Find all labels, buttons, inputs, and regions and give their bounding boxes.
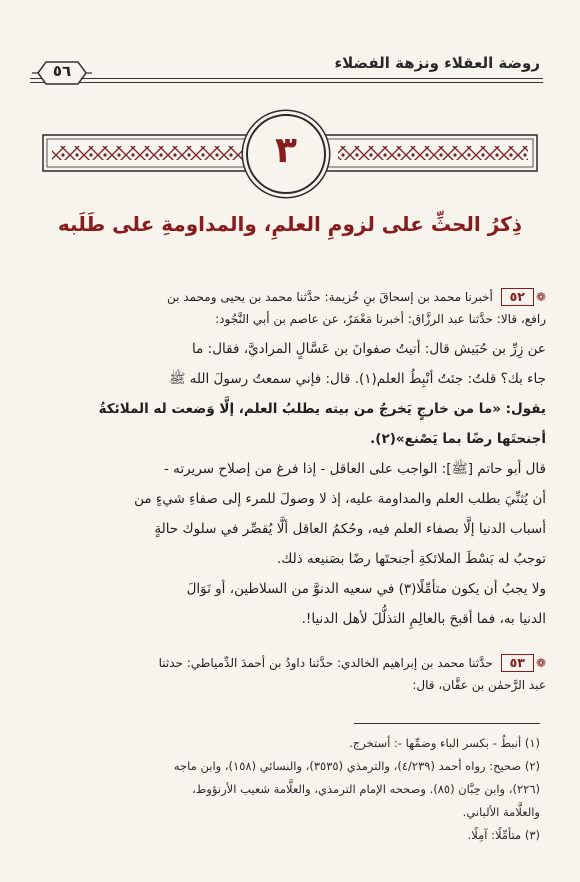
footnote-line: والعلَّامة الألباني. (462, 805, 540, 819)
abu-hatim-commentary (34, 454, 546, 634)
hadith-53-isnad (34, 652, 546, 696)
isnad-line: أخبرنا محمد بن إسحاقَ بنِ خُزيمة: حدَّثنا محمد بن يحيى ومحمد بن (167, 290, 493, 304)
hadith-number: ٥٢ (501, 288, 534, 306)
footnote-line: (٢) صحيح: رواه أحمد (٤/٢٣٩)، والترمذي (٣٥٣٥)، والنسائي (١٥٨)، وابن ماجه (173, 759, 540, 773)
commentary-line: أسباب الدنيا إلَّا بصفاء العلم فيه، وحُكمُ العاقل ألَّا يُقصِّر في سلوك حالةٍ (154, 521, 546, 537)
hadith-ornament-icon: ❁ (535, 290, 546, 304)
footnote-line: (٢٢٦)، وابن حِبَّان (٨٥). وصححه الإمام الترمذي، والعلَّامة شعيب الأرنؤوط، (192, 782, 540, 796)
chapter-number: ٣ (275, 130, 297, 171)
footnote-rule (354, 723, 540, 724)
footnote-line: (١) أنبطُ - بكسر الباء وضمِّها -: أستخرج. (349, 736, 540, 750)
chapter-number-medallion (246, 114, 326, 194)
hadith-52-isnad (34, 286, 546, 330)
hadith-ornament-icon: ❁ (535, 656, 546, 670)
isnad-line: عبد الرَّحمٰن بن عفَّان، قال: (412, 678, 546, 692)
header-rule (30, 78, 543, 83)
commentary-line: ولا يجبُ أن يكون متأمِّلًا(٣) في سعيه الدنوَّ من السلاطين، أو نَوَالَ (186, 581, 546, 597)
page-number-badge (32, 58, 92, 88)
commentary-line: قال أبو حاتم [ﷺ]: الواجب على العاقل - إذا فرغ من إصلاح سريرته - (163, 461, 546, 477)
chapter-title: ذِكرُ الحثِّ على لزومِ العلمِ، والمداومةِ على طَلَبه (57, 212, 523, 236)
footnotes (38, 732, 540, 847)
matn-line: يقول: «ما من خارجٍ يَخرجُ من بيته يطلبُ العلم، إلَّا وَضعت له الملائكةُ (98, 401, 546, 417)
footnote-line: (٣) متأمِّلًا: آمِلًا. (467, 828, 540, 842)
matn-line: عن زِرِّ بن حُبَيش قال: أتيتُ صفوانَ بن عَسَّالٍ المراديَّ، فقال: ما (192, 341, 546, 357)
commentary-line: الدنيا به، فما أقبحَ بالعالِمِ التذلُّلَ لأهل الدنيا!. (301, 611, 546, 627)
commentary-line: أن يُثنِّيَ بطلب العلم والمداومة عليه، إذ لا وصولَ للمرء إلى صفاءِ شيءٍ من (134, 491, 546, 507)
page-number: ٥٦ (52, 62, 72, 80)
matn-line: جاء بك؟ قلتُ: جئتُ أنْبِطُ العلم(١). قال: فإني سمعتُ رسولَ الله ﷺ (169, 371, 546, 387)
running-header-title: روضة العقلاء ونزهة الفضلاء (334, 54, 540, 72)
hadith-52-matn (34, 334, 546, 454)
hadith-number: ٥٣ (501, 654, 534, 672)
isnad-line: حدَّثنا محمد بن إبراهيم الخالدي: حدَّثنا داودُ بن أحمدَ الدِّمياطي: حدثنا (158, 656, 493, 670)
commentary-line: توجبُ له بَسْطَ الملائكةِ أجنحتَها رضًا بصَنيعه ذلك. (276, 551, 546, 567)
matn-line: أجنحتَها رضًا بما يَصْنع»(٢). (370, 431, 546, 447)
isnad-line: رافع، قالا: حدَّثنا عبد الرزَّاق: أخبرنا مَعْمَرٌ، عن عاصم بن أبي النَّجُود: (215, 312, 546, 326)
